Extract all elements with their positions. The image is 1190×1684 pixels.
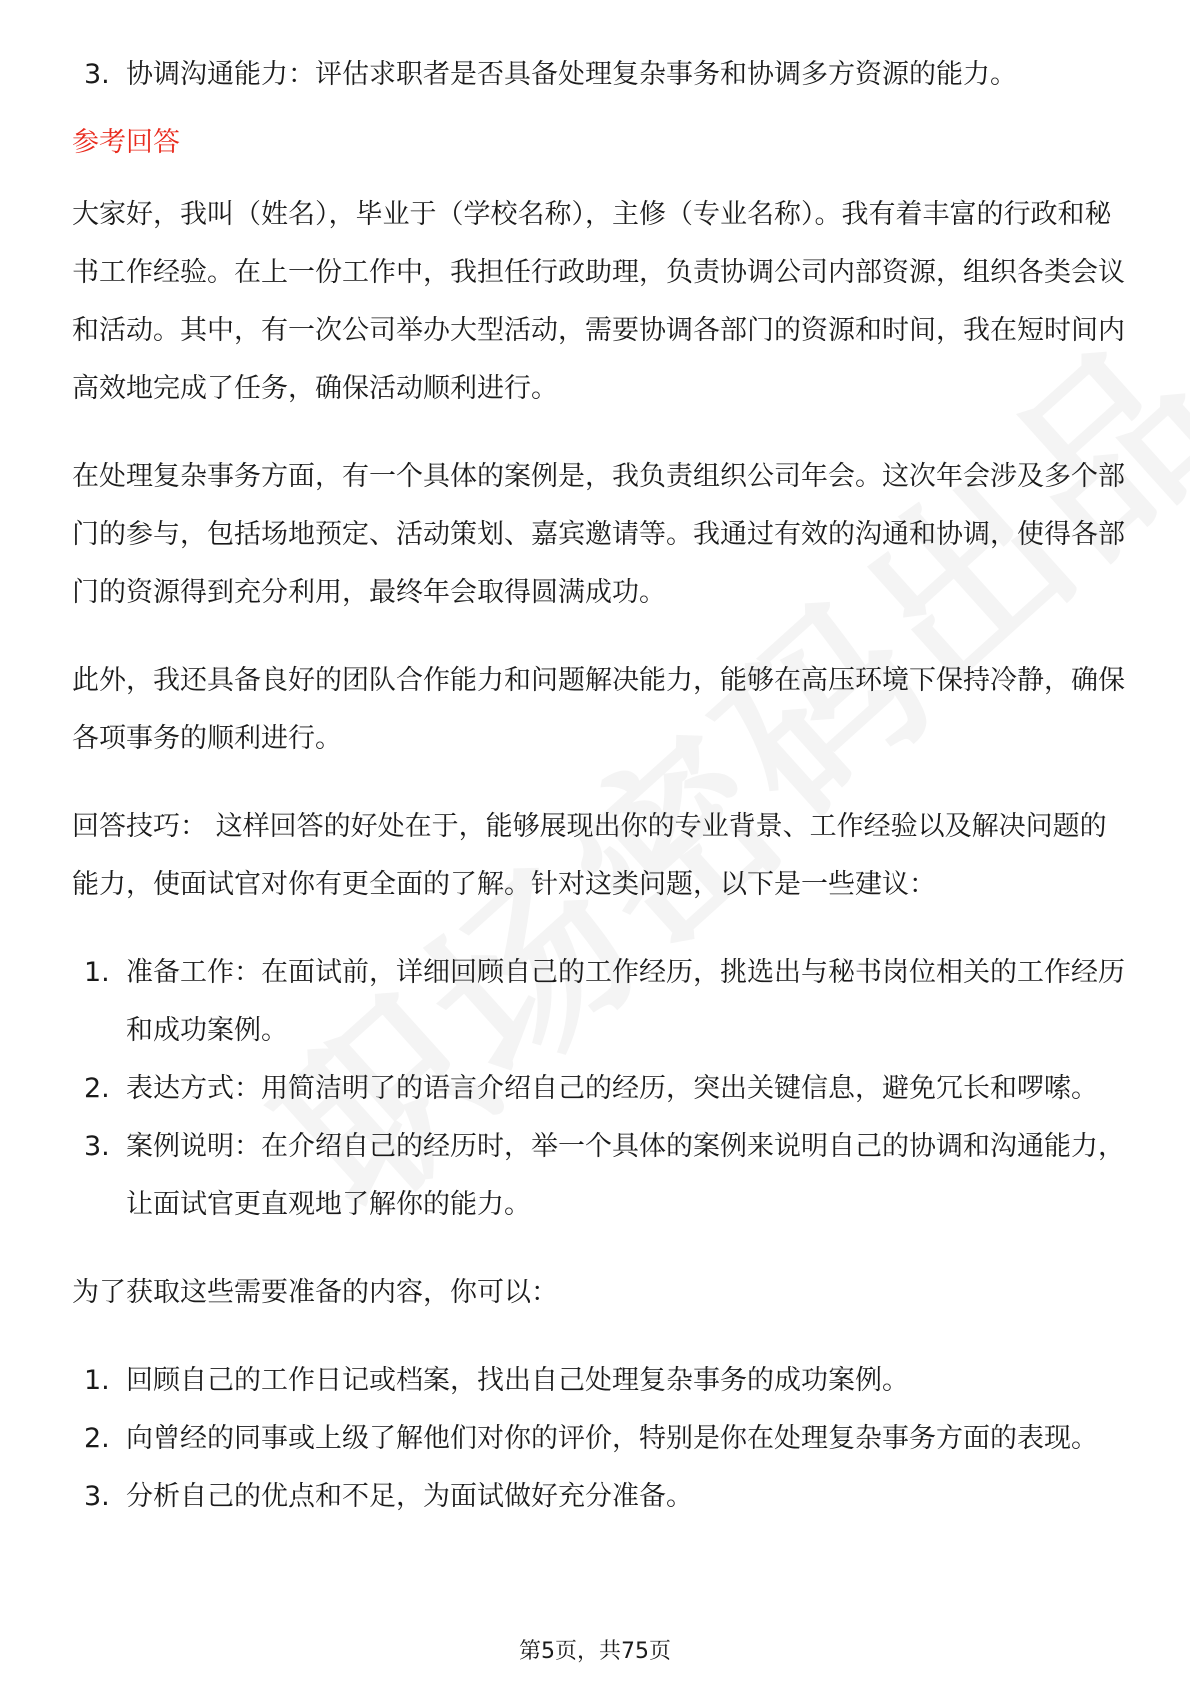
list-item xyxy=(72,1410,1132,1468)
list-item-number: 3. xyxy=(84,1481,110,1512)
tips-intro-paragraph: 回答技巧： 这样回答的好处在于，能够展现出你的专业背景、工作经验以及解决问题的能力，使面试官对你有更全面的了解。针对这类问题，以下是一些建议： xyxy=(72,811,1107,900)
answer-paragraph-2: 在处理复杂事务方面，有一个具体的案例是，我负责组织公司年会。这次年会涉及多个部门的参与，包括场地预定、活动策划、嘉宾邀请等。我通过有效的沟通和协调，使得各部门的资源得到充分利用，最终年会取得圆满成功。 xyxy=(72,461,1125,608)
list-item-text: 案例说明：在介绍自己的经历时，举一个具体的案例来说明自己的协调和沟通能力，让面试官更直观地了解你的能力。 xyxy=(126,1131,1125,1220)
answer-paragraph-3: 此外，我还具备良好的团队合作能力和问题解决能力，能够在高压环境下保持冷静，确保各项事务的顺利进行。 xyxy=(72,665,1125,754)
list-item xyxy=(72,1060,1132,1118)
list-item xyxy=(72,46,1132,104)
list-item-text: 分析自己的优点和不足，为面试做好充分准备。 xyxy=(126,1481,693,1512)
document-body xyxy=(72,46,1132,1526)
list-item xyxy=(72,1352,1132,1410)
list-item-number: 1. xyxy=(84,957,110,988)
list-item xyxy=(72,1118,1132,1234)
list-item-text: 准备工作：在面试前，详细回顾自己的工作经历，挑选出与秘书岗位相关的工作经历和成功案例。 xyxy=(126,957,1125,1046)
prep-list xyxy=(72,1352,1132,1526)
list-item-number: 3. xyxy=(84,59,110,90)
list-item-number: 2. xyxy=(84,1423,110,1454)
section-title: 参考回答 xyxy=(72,127,180,158)
criteria-list xyxy=(72,46,1132,104)
list-item-number: 2. xyxy=(84,1073,110,1104)
list-item-number: 3. xyxy=(84,1131,110,1162)
list-item-text: 协调沟通能力：评估求职者是否具备处理复杂事务和协调多方资源的能力。 xyxy=(126,59,1017,90)
list-item-number: 1. xyxy=(84,1365,110,1396)
page-number: 第5页，共75页 xyxy=(519,1639,671,1664)
list-item xyxy=(72,1468,1132,1526)
tips-list xyxy=(72,944,1132,1234)
prep-intro-paragraph: 为了获取这些需要准备的内容，你可以： xyxy=(72,1277,558,1308)
list-item-text: 表达方式：用简洁明了的语言介绍自己的经历，突出关键信息，避免冗长和啰嗦。 xyxy=(126,1073,1098,1104)
list-item-text: 向曾经的同事或上级了解他们对你的评价，特别是你在处理复杂事务方面的表现。 xyxy=(126,1423,1098,1454)
list-item-text: 回顾自己的工作日记或档案，找出自己处理复杂事务的成功案例。 xyxy=(126,1365,909,1396)
answer-paragraph-1: 大家好，我叫（姓名），毕业于（学校名称），主修（专业名称）。我有着丰富的行政和秘书工作经验。在上一份工作中，我担任行政助理，负责协调公司内部资源，组织各类会议和活动。其中，有一次公司举办大型活动，需要协调各部门的资源和时间，我在短时间内高效地完成了任务，确保活动顺利进行。 xyxy=(72,199,1125,404)
list-item xyxy=(72,944,1132,1060)
